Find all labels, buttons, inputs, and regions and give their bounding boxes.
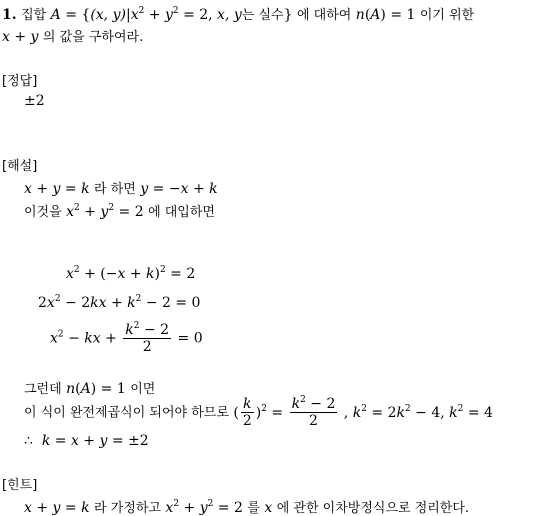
hint-variable: x — [264, 500, 273, 516]
problem-target-expr: x + y — [2, 29, 39, 45]
answer-value: ±2 — [24, 93, 45, 109]
solution-step-3-suffix: 이면 — [130, 382, 156, 397]
step-4-fraction-left: $\frac{k}{2}$ — [242, 396, 252, 429]
equation-3-rhs: = 0 — [177, 330, 203, 347]
hint-text-3: 에 관한 이차방정식으로 정리한다. — [276, 501, 470, 516]
problem-question: 의 값을 구하여라. — [42, 30, 144, 45]
solution-step-1-text: 라 하면 — [94, 182, 136, 197]
solution-step-4-prefix: 이 식이 완전제곱식이 되어야 하므로 — [24, 405, 229, 421]
problem-text-prefix: 집합 — [21, 8, 47, 23]
problem-condition: n(A) = 1 — [355, 7, 416, 23]
problem-set-definition: A = {(x, $y)|x^2 + y^2 = 2$, x, y는 실수} — [50, 6, 293, 23]
solution-step-4: 이 식이 완전제곱식이 되어야 하므로 ( $\frac{k}{2}$ )$^2$ = $\frac{k^2 - 2}{2}$ , $k^2 = 2k^2 - 4$, $k^2 = 4$ — [24, 395, 493, 429]
solution-step-2-prefix: 이것을 — [24, 205, 62, 220]
solution-conclusion: ∴ k = x + y = ±2 — [24, 433, 149, 449]
answer-label: [정답] — [2, 74, 38, 89]
problem-text-suffix: 이기 위한 — [419, 8, 475, 23]
equation-3-denominator: 2 — [123, 338, 171, 355]
hint-text: x + y = k 라 가정하고 $x^2 + y^2 = 2$ 를 x 에 관한 이차방정식으로 정리한다. — [24, 499, 470, 516]
problem-line-2 — [2, 26, 143, 45]
step-4-fraction-right: $\frac{k^2 - 2}{2}$ — [291, 395, 336, 429]
hint-text-2: 를 — [247, 501, 260, 516]
problem-text-mid: 에 대하여 — [296, 8, 352, 23]
solution-step-1: x + y = k 라 하면 y = −x + k — [24, 181, 218, 197]
problem-number: 1. — [2, 7, 17, 23]
solution-label: [해설] — [2, 159, 38, 174]
equation-3-fraction: $\frac{k^2 - 2}{2}$ — [125, 321, 170, 355]
solution-step-3-prefix: 그런데 — [24, 382, 62, 397]
equation-3: $x^2$ − kx + $\frac{k^2 - 2}{2}$ = 0 — [50, 321, 203, 355]
equation-2: $2x^2 - 2kx + k^2 - 2 = 0$ — [38, 294, 201, 311]
solution-step-3: 그런데 n(A) = 1 이면 — [24, 381, 156, 397]
equation-1: $x^2 + (-x + k)^2 = 2$ — [66, 265, 196, 282]
hint-label: [힌트] — [2, 478, 38, 493]
solution-step-2-suffix: 에 대입하면 — [148, 205, 215, 220]
solution-step-2: 이것을 $x^2 + y^2 = 2$ 에 대입하면 — [24, 203, 215, 220]
problem-line-1 — [2, 4, 474, 23]
hint-text-1: 라 가정하고 — [94, 501, 161, 516]
